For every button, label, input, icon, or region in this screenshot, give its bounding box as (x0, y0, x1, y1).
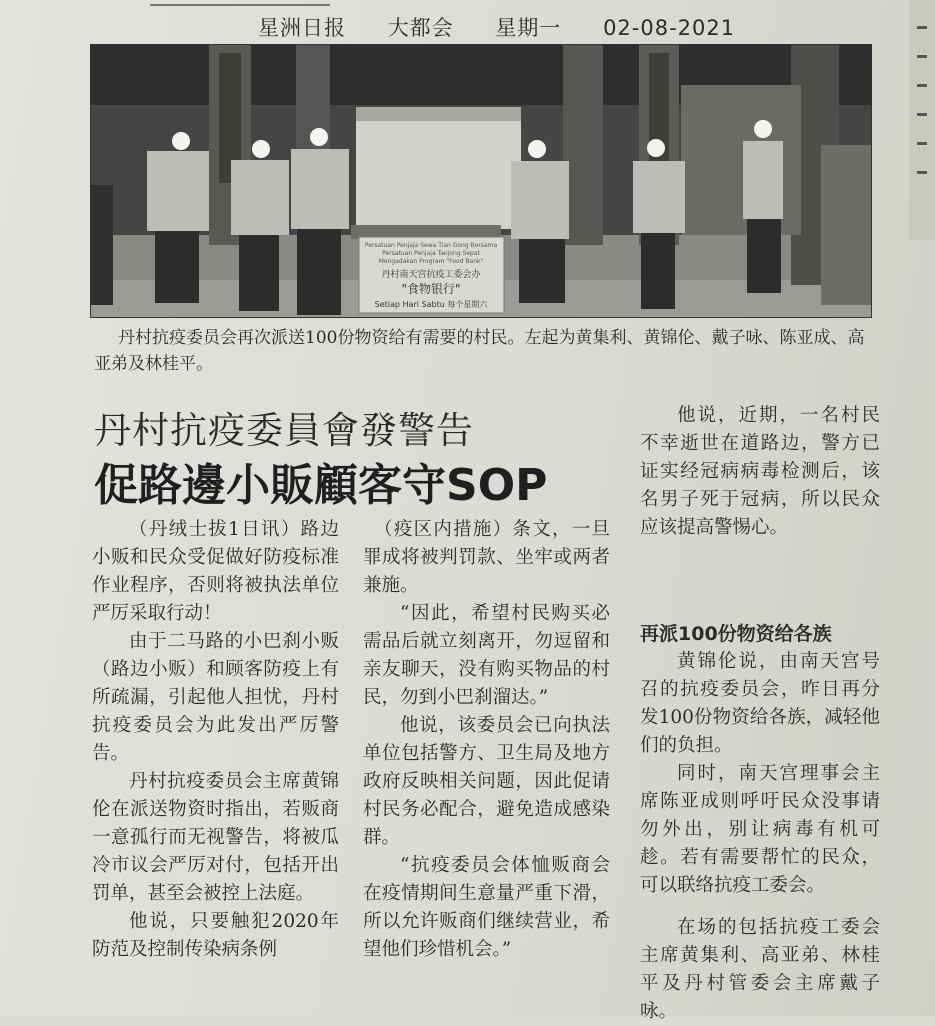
paragraph: “抗疫委员会体恤贩商会在疫情期间生意量严重下滑，所以允许贩商们继续营业，希望他们珍惜机会。” (363, 855, 610, 960)
previous-article-fragment (150, 0, 330, 6)
banner-line: Persatuan Penjaja Tanjong Sepat (382, 250, 480, 257)
paragraph: “因此，希望村民购买必需品后就立刻离开，勿逗留和亲友聊天，没有购买物品的村民，勿到小巴刹溜达。” (363, 603, 610, 708)
news-photo (90, 44, 872, 318)
paragraph: 由于二马路的小巴刹小贩（路边小贩）和顾客防疫上有所疏漏，引起他人担忧，丹村抗疫委员会为此发出严厉警告。 (92, 631, 339, 764)
paragraph: 同时，南天宫理事会主席陈亚成则呼吁民众没事请勿外出，别让病毒有机可趁。若有需要帮忙的民众，可以联络抗疫工委会。 (640, 763, 880, 896)
photo-caption: 丹村抗疫委员会再次派送100份物资给有需要的村民。左起为黄集利、黄锦伦、戴子咏、陈亚成、高亚弟及林桂平。 (94, 328, 865, 374)
subheading: 再派100份物资给各族 (640, 623, 832, 645)
article-column-2 (363, 516, 610, 964)
paragraph: 黄锦伦说，由南天宫号召的抗疫委员会，昨日再分发100份物资给各族，减轻他们的负担。 (640, 651, 880, 756)
banner-line: 丹村南天宫抗疫工委会办 (381, 270, 481, 280)
paragraph: 他说，该委员会已向执法单位包括警方、卫生局及地方政府反映相关问题，因此促请村民务必配合，避免造成感染群。 (363, 715, 610, 848)
issue-date: 02-08-2021 (603, 16, 736, 40)
paragraph: 丹村抗疫委员会主席黄锦伦在派送物资时指出，若贩商一意孤行而无视警告，将被瓜冷市议会严厉对付，包括开出罚单，甚至会被控上法庭。 (92, 771, 339, 904)
article-column-1 (92, 516, 339, 964)
banner-line: Mengadakan Program "Food Bank" (378, 258, 484, 265)
page-header (258, 12, 769, 42)
section-name: 大都会 (387, 16, 454, 40)
paragraph: （疫区内措施）条文，一旦罪成将被判罚款、坐牢或两者兼施。 (363, 519, 610, 596)
headline-kicker: 丹村抗疫委員會發警告 (94, 409, 474, 452)
paragraph: 他说，近期，一名村民不幸逝世在道路边，警方已证实经冠病病毒检测后，该名男子死于冠病，所以民众应该提高警惕心。 (640, 405, 880, 538)
paragraph: 在场的包括抗疫工委会主席黄集利、高亚弟、林桂平及丹村管委会主席戴子咏。 (640, 917, 880, 1022)
banner-line: "食物银行" (401, 282, 461, 296)
paragraph: 他说，只要触犯2020年防范及控制传染病条例 (92, 911, 339, 960)
article-column-3 (640, 620, 880, 1026)
headline-main: 促路邊小販顧客守SOP (94, 460, 548, 511)
adjacent-page-edge (909, 0, 935, 240)
article-column-3-top (640, 402, 880, 542)
banner-line: Setiap Hari Sabtu 每个星期六 (374, 300, 488, 309)
weekday: 星期一 (495, 16, 562, 40)
banner-line: Persatuan Penjaja Sewa Tian Gong Bersama (364, 242, 498, 249)
paragraph: （丹绒士拔1日讯）路边小贩和民众受促做好防疫标准作业程序，否则将被执法单位严厉采取行动！ (92, 519, 339, 624)
paper-name: 星洲日报 (258, 16, 346, 40)
